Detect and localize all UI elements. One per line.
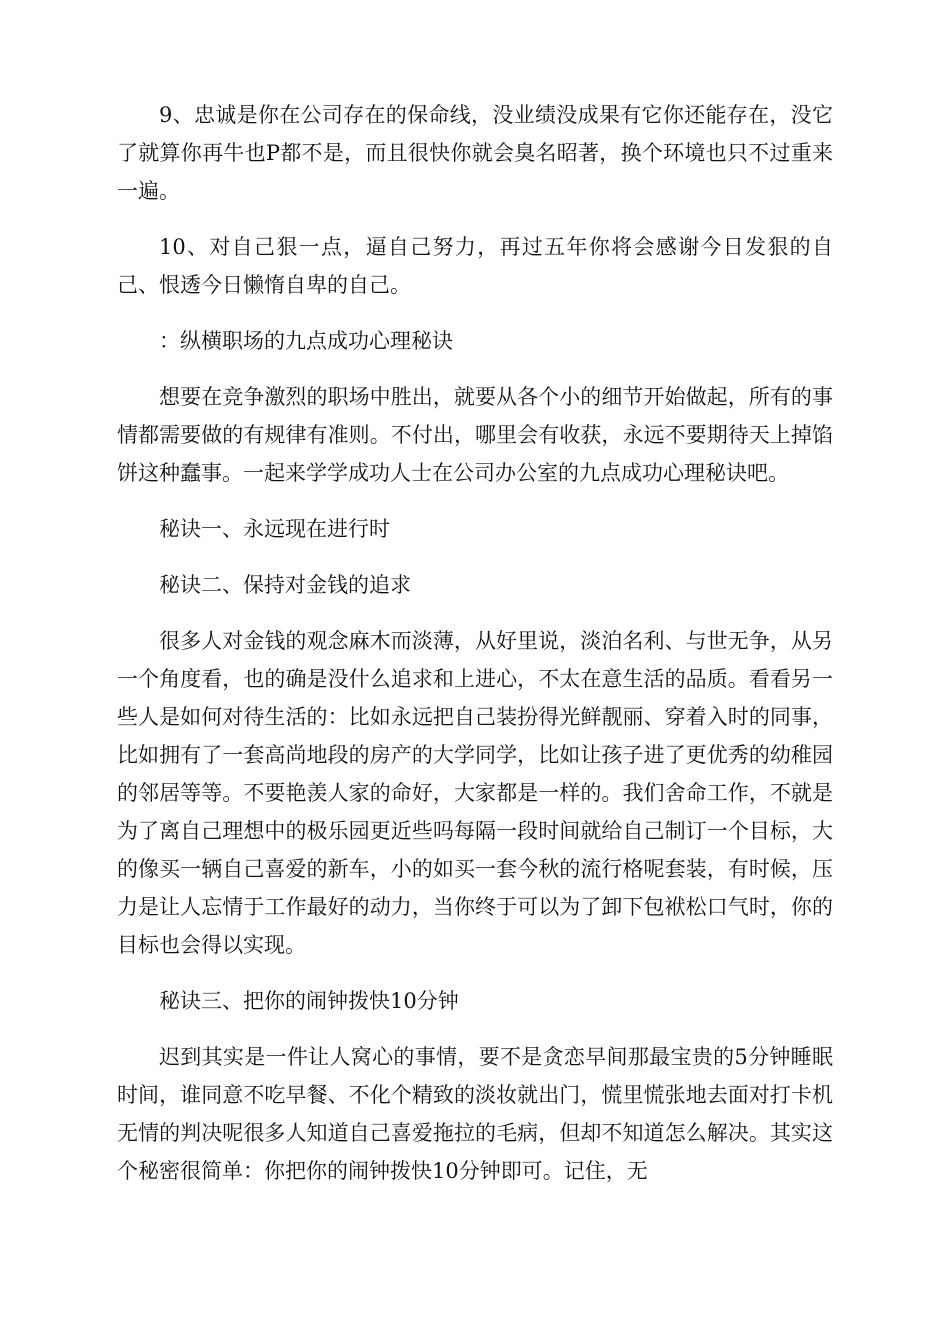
section-heading: ：纵横职场的九点成功心理秘诀 [159, 329, 453, 353]
secret-heading-3: 秘诀三、把你的闹钟拨快10分钟 [159, 989, 459, 1013]
document-body [117, 96, 833, 1208]
paragraph-loyalty: 9、忠诚是你在公司存在的保命线，没业绩没成果有它你还能存在，没它了就算你再牛也P都不是，而且很快你就会臭名昭著，换个环境也只不过重来一遍。 [117, 103, 833, 203]
paragraph-money: 很多人对金钱的观念麻木而淡薄，从好里说，淡泊名利、与世无争，从另一个角度看，也的确是没什么追求和上进心，不太在意生活的品质。看看另一些人是如何对待生活的：比如永远把自己装扮得光鲜靓丽、穿着入时的同事，比如拥有了一套高尚地段的房产的大学同学，比如让孩子进了更优秀的幼稚园的邻居等等。不要艳羡人家的命好，大家都是一样的。我们舍命工作，不就是为了离自己理想中的极乐园更近些吗每隔一段时间就给自己制订一个目标，大的像买一辆自己喜爱的新车，小的如买一套今秋的流行格呢套装，有时候，压力是让人忘情于工作最好的动力，当你终于可以为了卸下包袱松口气时，你的目标也会得以实现。 [117, 629, 833, 957]
secret-heading-1: 秘诀一、永远现在进行时 [159, 517, 390, 541]
paragraph-intro: 想要在竞争激烈的职场中胜出，就要从各个小的细节开始做起，所有的事情都需要做的有规律有准则。不付出，哪里会有收获，永远不要期待天上掉馅饼这种蠢事。一起来学学成功人士在公司办公室的九点成功心理秘诀吧。 [117, 385, 833, 485]
paragraph-alarm-clock: 迟到其实是一件让人窝心的事情，要不是贪恋早间那最宝贵的5分钟睡眠时间，谁同意不吃早餐、不化个精致的淡妆就出门，慌里慌张地去面对打卡机无情的判决呢很多人知道自己喜爱拖拉的毛病，但却不知道怎么解决。其实这个秘密很简单：你把你的闹钟拨快10分钟即可。记住，无 [117, 1045, 833, 1183]
paragraph-be-hard-on-yourself: 10、对自己狠一点，逼自己努力，再过五年你将会感谢今日发狠的自己、恨透今日懒惰自卑的自己。 [117, 235, 833, 297]
secret-heading-2: 秘诀二、保持对金钱的追求 [159, 573, 411, 597]
